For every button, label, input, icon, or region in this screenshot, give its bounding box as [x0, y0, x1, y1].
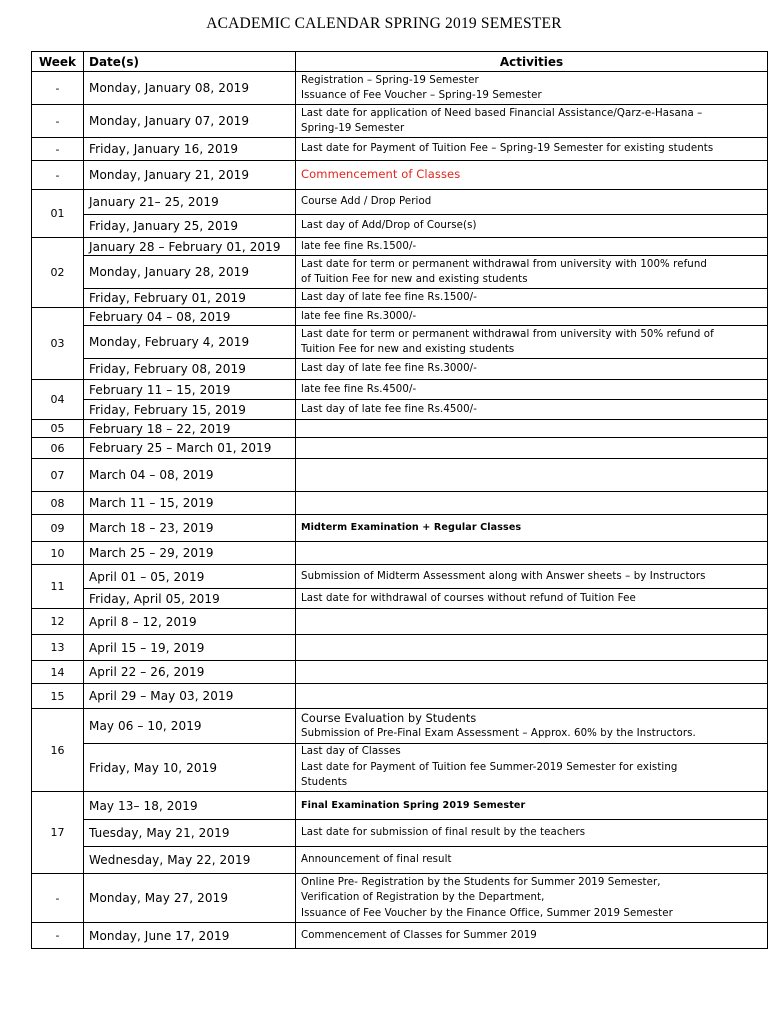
date-cell: April 22 – 26, 2019	[84, 661, 296, 684]
date-cell: April 01 – 05, 2019	[84, 565, 296, 589]
week-cell: 10	[32, 542, 84, 565]
table-row	[32, 635, 768, 661]
table-row	[32, 661, 768, 684]
table-row	[32, 308, 768, 326]
date-cell: April 8 – 12, 2019	[84, 609, 296, 635]
table-row	[32, 359, 768, 380]
activity-line: Last date for Payment of Tuition fee Summer-2019 Semester for existing	[301, 761, 678, 773]
activity-cell	[296, 380, 768, 400]
activity-line: Submission of Midterm Assessment along with Answer sheets – by Instructors	[301, 570, 706, 582]
week-cell: 11	[32, 565, 84, 609]
activity-cell	[296, 326, 768, 359]
header-row	[32, 52, 768, 72]
commencement-label: Commencement of Classes	[301, 167, 461, 182]
table-row	[32, 238, 768, 256]
date-cell: Monday, January 28, 2019	[84, 256, 296, 289]
table-row	[32, 420, 768, 438]
week-cell: 15	[32, 684, 84, 709]
activity-line: of Tuition Fee for new and existing students	[301, 274, 528, 285]
activity-line: Last day of late fee fine Rs.4500/-	[301, 403, 477, 415]
table-row	[32, 709, 768, 744]
activity-cell	[296, 215, 768, 238]
date-cell: April 15 – 19, 2019	[84, 635, 296, 661]
date-cell: Monday, January 21, 2019	[84, 161, 296, 190]
date-cell: Monday, January 08, 2019	[84, 72, 296, 105]
activity-line: Announcement of final result	[301, 854, 452, 866]
activity-cell	[296, 359, 768, 380]
activity-cell	[296, 684, 768, 709]
activity-line: Course Add / Drop Period	[301, 196, 432, 208]
activity-cell	[296, 492, 768, 515]
activity-cell	[296, 238, 768, 256]
table-row	[32, 326, 768, 359]
table-row	[32, 923, 768, 949]
activity-line: Last day of Classes	[301, 746, 401, 758]
activity-cell	[296, 420, 768, 438]
table-row	[32, 874, 768, 923]
activity-line: late fee fine Rs.1500/-	[301, 240, 417, 252]
week-cell: -	[32, 161, 84, 190]
date-cell: May 06 – 10, 2019	[84, 709, 296, 744]
week-cell: 14	[32, 661, 84, 684]
activity-line: Spring-19 Semester	[301, 123, 405, 134]
table-row	[32, 138, 768, 161]
table-row	[32, 589, 768, 609]
date-cell: March 11 – 15, 2019	[84, 492, 296, 515]
date-cell: Tuesday, May 21, 2019	[84, 820, 296, 847]
week-cell: 09	[32, 515, 84, 542]
activity-line: late fee fine Rs.4500/-	[301, 383, 417, 395]
table-row	[32, 380, 768, 400]
activity-cell	[296, 709, 768, 744]
activity-line: Commencement of Classes for Summer 2019	[301, 929, 537, 941]
calendar-table	[31, 51, 768, 949]
date-cell: Friday, January 25, 2019	[84, 215, 296, 238]
table-row	[32, 215, 768, 238]
table-row	[32, 515, 768, 542]
date-cell: February 04 – 08, 2019	[84, 308, 296, 326]
table-row	[32, 744, 768, 792]
date-cell: Monday, June 17, 2019	[84, 923, 296, 949]
activity-line: Last day of late fee fine Rs.1500/-	[301, 292, 477, 304]
table-row	[32, 820, 768, 847]
week-cell: 17	[32, 792, 84, 874]
activity-line: Online Pre- Registration by the Students for Summer 2019 Semester,	[301, 876, 661, 888]
date-cell: Monday, February 4, 2019	[84, 326, 296, 359]
activity-cell	[296, 874, 768, 923]
week-cell: 05	[32, 420, 84, 438]
activity-cell	[296, 308, 768, 326]
activity-line: Last day of late fee fine Rs.3000/-	[301, 363, 477, 375]
table-row	[32, 847, 768, 874]
date-cell: Friday, February 01, 2019	[84, 289, 296, 308]
week-cell: 13	[32, 635, 84, 661]
activity-cell	[296, 459, 768, 492]
table-row	[32, 400, 768, 420]
week-cell: 03	[32, 308, 84, 380]
midterm-label: Midterm Examination + Regular Classes	[301, 522, 522, 534]
activity-line: Last date for withdrawal of courses without refund of Tuition Fee	[301, 592, 636, 604]
activity-line: Verification of Registration by the Department,	[301, 892, 545, 904]
week-cell: 01	[32, 190, 84, 238]
activity-cell	[296, 744, 768, 792]
date-cell: March 04 – 08, 2019	[84, 459, 296, 492]
final-exam-label: Final Examination Spring 2019 Semester	[301, 799, 526, 811]
table-row	[32, 190, 768, 215]
table-row	[32, 438, 768, 459]
week-cell: -	[32, 105, 84, 138]
activity-cell	[296, 256, 768, 289]
activity-cell	[296, 923, 768, 949]
date-cell: Friday, May 10, 2019	[84, 744, 296, 792]
date-cell: January 28 – February 01, 2019	[84, 238, 296, 256]
week-cell: 16	[32, 709, 84, 792]
activity-line: Issuance of Fee Voucher by the Finance Office, Summer 2019 Semester	[301, 907, 673, 919]
table-row	[32, 72, 768, 105]
date-cell: March 25 – 29, 2019	[84, 542, 296, 565]
table-row	[32, 542, 768, 565]
activity-cell	[296, 515, 768, 542]
table-row	[32, 256, 768, 289]
date-cell: February 18 – 22, 2019	[84, 420, 296, 438]
activity-cell	[296, 400, 768, 420]
week-cell: -	[32, 72, 84, 105]
page-title: ACADEMIC CALENDAR SPRING 2019 SEMESTER	[206, 15, 562, 32]
column-header-week: Week	[32, 52, 84, 72]
table-row	[32, 609, 768, 635]
table-row	[32, 492, 768, 515]
table-row	[32, 459, 768, 492]
table-row	[32, 105, 768, 138]
activity-line: Last date for term or permanent withdrawal from university with 100% refund	[301, 258, 707, 270]
activity-cell	[296, 105, 768, 138]
week-cell: -	[32, 874, 84, 923]
date-cell: Wednesday, May 22, 2019	[84, 847, 296, 874]
activity-cell	[296, 589, 768, 609]
activity-line: Submission of Pre-Final Exam Assessment – Approx. 60% by the Instructors.	[301, 728, 696, 739]
activity-cell	[296, 190, 768, 215]
activity-cell	[296, 289, 768, 308]
activity-cell	[296, 847, 768, 874]
activity-line: Last date for Payment of Tuition Fee – Spring-19 Semester for existing students	[301, 143, 714, 155]
activity-line: Last date for application of Need based Financial Assistance/Qarz-e-Hasana –	[301, 107, 703, 119]
activity-cell	[296, 792, 768, 820]
activity-cell	[296, 542, 768, 565]
activity-cell	[296, 609, 768, 635]
activity-line: Tuition Fee for new and existing students	[301, 344, 515, 355]
activity-cell	[296, 72, 768, 105]
activity-cell	[296, 138, 768, 161]
activity-line: Last date for submission of final result by the teachers	[301, 827, 586, 839]
date-cell: Monday, January 07, 2019	[84, 105, 296, 138]
week-cell: 04	[32, 380, 84, 420]
activity-line: late fee fine Rs.3000/-	[301, 310, 417, 322]
activity-cell	[296, 161, 768, 190]
table-row	[32, 565, 768, 589]
date-cell: February 11 – 15, 2019	[84, 380, 296, 400]
week-cell: 06	[32, 438, 84, 459]
activity-cell	[296, 661, 768, 684]
activity-cell	[296, 565, 768, 589]
activity-cell	[296, 635, 768, 661]
date-cell: May 13– 18, 2019	[84, 792, 296, 820]
date-cell: April 29 – May 03, 2019	[84, 684, 296, 709]
activity-line: Issuance of Fee Voucher – Spring-19 Semester	[301, 90, 542, 101]
date-cell: Friday, February 08, 2019	[84, 359, 296, 380]
date-cell: Monday, May 27, 2019	[84, 874, 296, 923]
week-cell: 12	[32, 609, 84, 635]
activity-cell	[296, 438, 768, 459]
table-row	[32, 684, 768, 709]
date-cell: Friday, February 15, 2019	[84, 400, 296, 420]
column-header-activities: Activities	[296, 52, 768, 72]
date-cell: March 18 – 23, 2019	[84, 515, 296, 542]
activity-line: Course Evaluation by Students	[301, 711, 477, 725]
column-header-dates: Date(s)	[84, 52, 296, 72]
table-row	[32, 161, 768, 190]
activity-cell	[296, 820, 768, 847]
week-cell: -	[32, 138, 84, 161]
week-cell: -	[32, 923, 84, 949]
week-cell: 02	[32, 238, 84, 308]
table-row	[32, 289, 768, 308]
activity-line: Students	[301, 777, 348, 789]
activity-line: Registration – Spring-19 Semester	[301, 74, 479, 86]
date-cell: Friday, January 16, 2019	[84, 138, 296, 161]
date-cell: Friday, April 05, 2019	[84, 589, 296, 609]
week-cell: 08	[32, 492, 84, 515]
week-cell: 07	[32, 459, 84, 492]
date-cell: January 21– 25, 2019	[84, 190, 296, 215]
activity-line: Last date for term or permanent withdrawal from university with 50% refund of	[301, 328, 714, 340]
activity-line: Last day of Add/Drop of Course(s)	[301, 220, 477, 232]
date-cell: February 25 – March 01, 2019	[84, 438, 296, 459]
table-row	[32, 792, 768, 820]
